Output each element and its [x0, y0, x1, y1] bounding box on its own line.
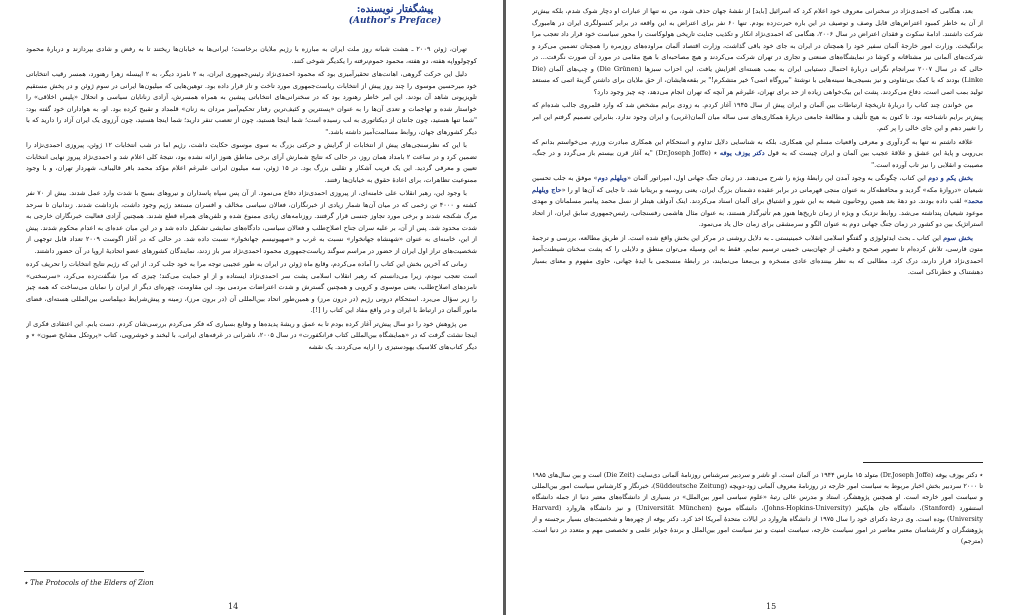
highlight-haj_wilhelm: حاج ویلهلم محمد	[532, 185, 983, 205]
footnote-divider	[863, 462, 983, 463]
paragraph: علاقه داشتم نه تنها به گردآوری و معرفی واقعیات مسلم این همکاری، بلکه به شناسایی دلایل تداوم و استحکام این همکاری مبادرت ورزم. می‌خواستم بدانم که بی‌روبی و پایهٔ این عشق و علاقهٔ عجیب بین آلمان و ایران چیست که به قول دکتر یوزف یوفه ٭ (Dr.Joseph Joffe) "یه آغاز قرن بیستم باز می‌گردد و در جنگ، مصیبت و انقلابی را نیز تاب آورده است."	[532, 137, 983, 169]
highlight-wilhelm: ویلهلم دوم	[597, 174, 627, 182]
footnote-divider	[24, 571, 144, 572]
left-page	[0, 0, 503, 615]
preface-heading	[315, 4, 475, 26]
preface-title: پیشگفتار نویسنده:	[356, 4, 434, 15]
footnote-marker: ٭	[24, 579, 31, 587]
highlight-part_three: بخش سوم	[943, 233, 973, 242]
highlight-part_one_two: بخش یکم و دوم	[928, 174, 973, 182]
right-page	[506, 0, 1009, 615]
page-number: 14	[228, 602, 239, 611]
paragraph: دلیل این حرکت گروهی، اهانت‌های تحقیرآمیزی بود که محمود احمدی‌نژاد رئیس‌جمهوری ایران، به ۲ نامزد دیگر، به ۲ اپیسله زهرا رهنورد، همسر رقیب انتخاباتی خود میرحسین موسوی را چند روز پیش از انتخابات ریاست‌جمهوری مورد تاخت و تاز قرار داده بود. توهین‌هایی که میلیون‌ها ایرانی در سوم ژوئن و در پخش مستقیم تلویزیونی شاهد آن بودند. این امر خاطر رهنورد بود که در سخنرانی‌های انتخاباتی پیشین به همراه همسرش، آزادی زنانایان سیاسی و انحلال «پلیس اخلاقی» را خواستار شده و تهاجمات و تعدی آن‌ها را به عنوان «پستترین و کثیف‌ترین رفتار تحکیم‌آمیز مردان به زنان» قلمداد و تقبیح کرده بود. او، به هواداران خود گفته بود: "شما تنها هستید، چون جانتان از دیکتاتوری به لب رسیده است؛ شما اینجا هستید، چون از تعصب تنفر دارید؛ شما اینجا هستید، چون آرزوی یک ایران آزاد را دارید که با دیگر کشورهای جهان، روابط مسالمت‌آمیز داشته باشد."	[26, 70, 477, 136]
paragraph: بعد، هنگامی که احمدی‌نژاد در سخنرانی معروف خود اعلام کرد که اسرائیل [باید] از نقشهٔ جهان حذف شود، من نه تنها از عبارات او دچار شوک شدم، بلکه بیش‌تر از آن به خاطر کمبود اعتراض‌های قابل وصف و توصیف در این باره حیرت‌زده بودم. تنها ۶۰ نفر برای اعتراض به این واقعه در برابر کنسولگری ایران در هامبورگ شرکت داشتند. ادامهٔ سکوت و فقدان اعتراض در سال ۲۰۰۶، هنگامی که احمدی‌نژاد انکار و تکذیب جنایت تاریخی هولوکاست را محور سیاست خود قرار داد تعجب مرا برانگیخت. وزارت امور خارجهٔ آلمان سفیر خود را همچنان در ایران به جای خود باقی گذاشت، وزارت اقتصاد آلمان مراوده‌های روزمره را همچنان تضمین می‌کرد و شرکت‌های آلمانی نیز مشتاقانه و کوشا در نمایشگاه‌های صنعتی و تجاری در تهران شرکت می‌کردند و هیچ مصاحبه‌ای با هیچ مقامی در مورد آن صورت نگرفت... در حالی که در سال ۲۰۰۷ سرانجام نگرانی دربارهٔ احتمال دستیابی ایران به بمب هسته‌ای افزایش یافت، این احزاب سبزها (Die Grünen) و چپ‌های آلمان (Die Linke) بودند که با کمک بی‌تفاوتی و نیز بسیجی‌ها سینه‌هایی با نوشتهٔ "بیروگاه اتمی؟ خیر متشکرم!" بر بقعه‌هایشان، از حق ملایان برای داشتن گزینهٔ اتمی که مستعد تولید بمب اتمی است، دفاع می‌کردند. پشت این بیک‌خواهی زیاده از حد برای تهران، علیرغم هر آنچه که تهران انجام می‌دهد، چه چیز وجود دارد؟	[532, 7, 983, 96]
preface-subtitle: (Author's Preface)	[348, 16, 442, 26]
page-number: 15	[766, 602, 777, 611]
paragraph: من خواندن چند کتاب را دربارهٔ تاریخچهٔ ارتباطات بین آلمان و ایران پیش از سال ۱۹۴۵ آغاز کردم. به زودی برایم مشخص شد که وارد قلمروی جالب شده‌ام که پیش‌تر برایم ناشناخته بود. تا کنون به هیچ تألیف و مطالعهٔ جامعی دربارهٔ همکاری‌های سی ساله میان آلمان(غربی) و ایران وجود ندارد. بنابراین تصمیم گرفتم این امر را تغییر دهم و این جای خالی را پر کنم.	[532, 101, 983, 132]
paragraph: با این که نظرسنجی‌های پیش از انتخابات از گرایش و حرکتی بزرگ به سوی موسوی حکایت داشت، رژیم اما در شب انتخابات ۱۲ ژوئن، پیروزی احمدی‌نژاد را تضمین کرد و در ساعت ۲ بامداد همان روز، در حالی که نتایج شمارش آرای برخی مناطق هنوز ارائه نشده بود، نتیجهٔ کلی اعلام شد و احمدی‌نژاد پیروز نهایی انتخابات تعیین و معرفی گردید. این یک فریب آشکار و تقلبی بزرگ بود. در ۱۵ ژوئن، سه میلیون ایرانی علیرغم اعلام مؤکد محمد باقر قالیباف، شهردار تهران، و با وجود ممنوعیت تظاهرات، برای اعادهٔ حقوق به خیابان‌ها رفتند.	[26, 141, 477, 184]
right-page-body	[532, 6, 983, 461]
paragraph: با وجود این، رهبر انقلاب علی خامنه‌ای، از پیروزی احمدی‌نژاد دفاع می‌نمود. از آن پس سپاه پاسداران و نیروهای بسیج با شدت وارد عمل شدند. بیش از ۷۰ نفر کشته و ۴۰۰۰ تن زخمی که در میان آن‌ها شمار زیادی از خبرنگاران، فعالان سیاسی مخالف و افسران مستعد رژیم وجود داشت، بازداشت شدند. زندانیان تا سرحد مرگ شکنجه شدند و برخی مورد تجاوز جنسی قرار گرفتند. روزنامه‌های زیادی ممنوع شده و تلفن‌های همراه قطع شدند. همچنین آزادی فعالیت خبرنگاران خارجی به شدت محدود شد. پس از آن، بر علیه سران جناح اصلاح‌طلب و فعالان سیاسی، دادگاه‌های نمایشی تشکیل داده شد و در این میان عده‌ای به اعدام محکوم شدند. پیش از این، خامنه‌ای به عنوان «شهنشاه جهانخوار» نسبت به غرب و «صهیونیسم جهانخوار» نسبت داده شد. در حالی که در آغاز اگوست ۲۰۰۹ تعداد قابل توجهی از شخصیت‌های تراز اول ایران از حضور در مراسم سوگند ریاست‌جمهوری محمود احمدی‌نژاد سر باز زدند، نمایندگان کشورهای عضو اتحادیهٔ اروپا در آن حضور داشتند.	[26, 189, 477, 255]
paragraph: بخش یکم و دوم این کتاب، چگونگی به وجود آمدن این رابطهٔ ویژه را شرح می‌دهند. در زمان جنگ جهانی اول، امپراتور آلمان «ویلهلم دوم» موفق به جلب تحسین شیعیان «دروازهٔ مکه» گردید و محافظه‌کار به عنوان منجی قهرمانی در برابر عقیده دشمنان بزرگ ایران، یعنی روسیه و بریتانیا شد، تا جایی که آن‌ها او را «حاج ویلهلم محمد» لقب داده بودند. دو دههٔ بعد همین روحانیون شیعه به این شور و اشتیاق برای آلمان اسناد می‌کردند. اینک آدولف هیتلر از نسل محمد پیامبر مسلمانان و مهدی موعود شیعیان پنداشته می‌شد. روابط نزدیک و ویژه از زمان تاریخ‌ها هنوز هم تأثیرگذار هستند، به عنوان مثال هاشمی رفسنجانی، رئیس‌جمهوری سابق ایران، از اتحاد استراتژیک بین دو کشور در زمان جنگ جهانی دوم به عنوان الگو و سرمشقی برای زمان حال یاد می‌نمود.	[532, 174, 983, 228]
paragraph: بخش سوم این کتاب ـ بحث ایدئولوژی و گفتگو اسلامی انقلاب خمینیستی ـ به دلایل روشنی در مرکز این بخش واقع شده است. از طریق مطالعه، بررسی و ترجمهٔ متون فارسی، تلاش کرده‌ام تا تصویر صحیح و دقیقی از جهان‌بینی خمینی ترسیم نمایم. فقط به این وسیله می‌توان منطق و دلایلی را که پشت سخنان شیطنت‌آمیز احمدی‌نژاد قرار دارند، درک کرد. مطالبی که به نظر بیننده‌ای عادی مسخره و بی‌معنا می‌نمایند، در رابطهٔ منسجمی با ایدهٔ جهانی، حاوی مفهوم و معنای بسیار دهشتناک و خطرناکی است.	[532, 233, 983, 276]
footnote: ٭ دکتر یوزف یوفه (Dr.Joseph Joffe) متولد ۱۵ مارس ۱۹۴۴ در آلمان است. او ناشر و سردبیر سرشناس روزنامهٔ آلمانی دی‌سایت (Die Zeit) است و بین سال‌های ۱۹۸۵ تا ۲۰۰۰ سردبیر بخش اخبار مربوط به سیاست امور خارجه در روزنامهٔ معروف آلمانی زود-دویچه (Süddeutsche Zeitung)، خبرنگار و کارشناس سیاست امور بین‌المللی و سیاست امور خارجه است. او همچنین پژوهشگر، استاد و مدرس عالی رتبهٔ «علوم سیاسی امور بین‌الملل» در بسیاری از دانشگاه‌های معتبر دنیا از جمله دانشگاه استنفورد (Stanford)، دانشگاه جان هاپکینز (Johns-Hopkins-University)، دانشگاه مونیخ (Universität München) و نیز دانشگاه هاروارد (Harvard University) بوده است. وی درجهٔ دکترای خود را سال ۱۹۷۵ از دانشگاه هاروارد در ایالات متحدهٔ آمریکا اخذ کرد. دکتر یوفه از چهره‌ها و شخصیت‌های بسیار برجسته و از پژوهشگران و کارشناسان معتبر معاصر در امور سیاست خارجه، سیاست امنیت و نیز سیاست امور بین‌الملل و برندهٔ جوایز علمی و تخصصی مهم و متعدد در دنیا است. (مترجم)	[532, 471, 983, 545]
footnote-text: The Protocols of the Elders of Zion	[30, 579, 154, 587]
footnote	[24, 578, 154, 589]
highlight-joffe_name: دکتر یوزف یوفه	[719, 149, 765, 157]
paragraph: زمانی که آخرین بخش این کتاب را آماده می‌کردم، وقایع ماه ژوئن در ایران به طور عجیبی توجه مرا به خود جلب کرد. از این که رژیم نتایج انتخابات را تحریف کرده است تعجب نبودم، زیرا می‌دانستم که رهبر انقلاب اسلامی پشت سر احمدی‌نژاد ایستاده و از او حمایت می‌کند؛ چیزی که مرا شگفت‌زده می‌کرد، «سرسختی» نامزدهای اصلاح‌طلب، یعنی موسوی و کروبی و همچنین گسترش و شدت اعتراضات مردمی بود. این مقاومت، چهره‌ای دیگر از ایران را نمایان می‌ساخت که همه چیز را زیر سؤال می‌برد. استحکام درونی رژیم (در درون مرز) و همین‌طور اتحاد بین‌المللی آن (در برون مرز)، زمینه و پیش‌شرایط دیپلماسی بین‌المللی هسته‌ای، فضای مانور آلمان در ارتباط با ایران و در واقع مفاد این کتاب را [!].	[26, 260, 477, 314]
paragraph: تهران، ژوئن ۲۰۰۹ ـ هشت شبانه روز ملت ایران به مبارزه با رژیم ملایان برخاست؛ ایرانی‌ها به خیابان‌ها ریختند تا به رفض و شادی بپردازند و دربارهٔ محمود کوچولوواپه هفته، دو هفته، محمود حموم‌نرفته را یکدیگر شوخی کنند.	[26, 45, 477, 65]
paragraph: من پژوهش خود را دو سال پیش‌تر آغاز کرده بودم تا به عمق و ریشهٔ پدیده‌ها و وقایع بسیاری که فکر می‌کردم بررسی‌شان کردم. دست یابم. این اعتقادی فکری از اینجا نشئت گرفت که در «همایشگاه بین‌المللی کتاب فرانکفورت» در سال ۲۰۰۵، ناشرانی در غرفه‌های ایرانی، با لبخند و خوشرویی، کتاب «پروتکل مشایخ صیون» ٭ و دیگر کتاب‌های کلاسیک یهودستیزی را ارایه می‌کردند. یک نقشه	[26, 319, 477, 351]
left-page-body	[26, 44, 477, 564]
